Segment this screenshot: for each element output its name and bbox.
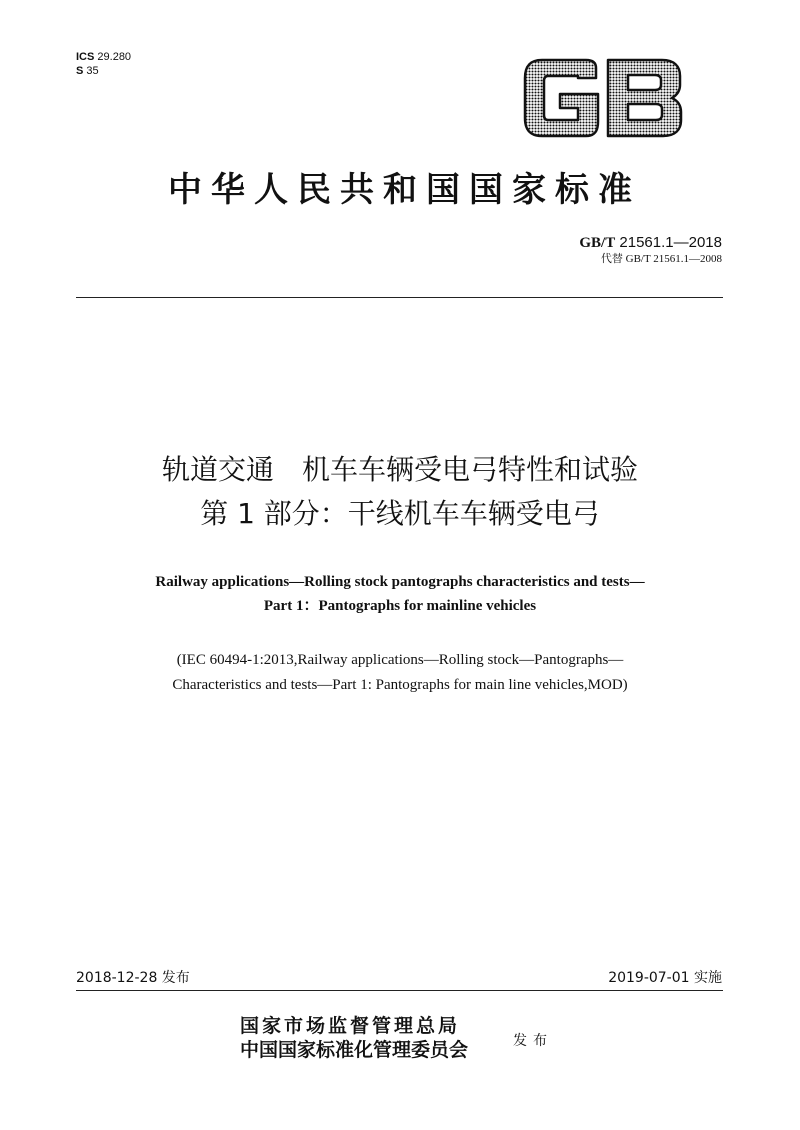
issuing-authorities (240, 1014, 468, 1062)
english-title-line-2: Part 1：Pantographs for mainline vehicles (263, 598, 537, 614)
replaces-standard: 代替 GB/T 21561.1—2008 (600, 253, 722, 265)
english-title (0, 570, 800, 618)
chinese-title-line-1: 轨道交通 机车车辆受电弓特性和试验 (161, 453, 638, 486)
ics-code: ICS 29.280 (76, 51, 132, 63)
issuer-sac: 中国国家标准化管理委员会 (240, 1039, 469, 1061)
iec-reference-line-1: (IEC 60494-1:2013,Railway applications—Rolling stock—Pantographs— (176, 652, 624, 668)
iec-reference-line-2: Characteristics and tests—Part 1: Pantographs for main line vehicles,MOD) (172, 677, 628, 693)
implementation-date: 2019-07-01 实施 (608, 970, 722, 986)
issue-action: 发布 (513, 1033, 553, 1049)
gb-logo-icon (522, 58, 684, 138)
classification-codes (76, 50, 131, 78)
standard-number-block (579, 234, 722, 266)
national-standard-title: 中华人民共和国国家标准 (168, 170, 641, 210)
english-title-line-1: Railway applications—Rolling stock pantographs characteristics and tests— (155, 574, 645, 590)
chinese-title (0, 448, 800, 536)
issuer-samr: 国家市场监督管理总局 (240, 1015, 461, 1037)
issue-date: 2018-12-28 发布 (76, 970, 190, 986)
bottom-divider (76, 990, 723, 991)
standard-number: GB/T 21561.1—2018 (579, 234, 722, 251)
top-divider (76, 297, 723, 298)
chinese-title-line-2: 第 1 部分：干线机车车辆受电弓 (200, 497, 600, 530)
iec-reference (0, 648, 800, 698)
ccs-code: S 35 (76, 65, 99, 77)
